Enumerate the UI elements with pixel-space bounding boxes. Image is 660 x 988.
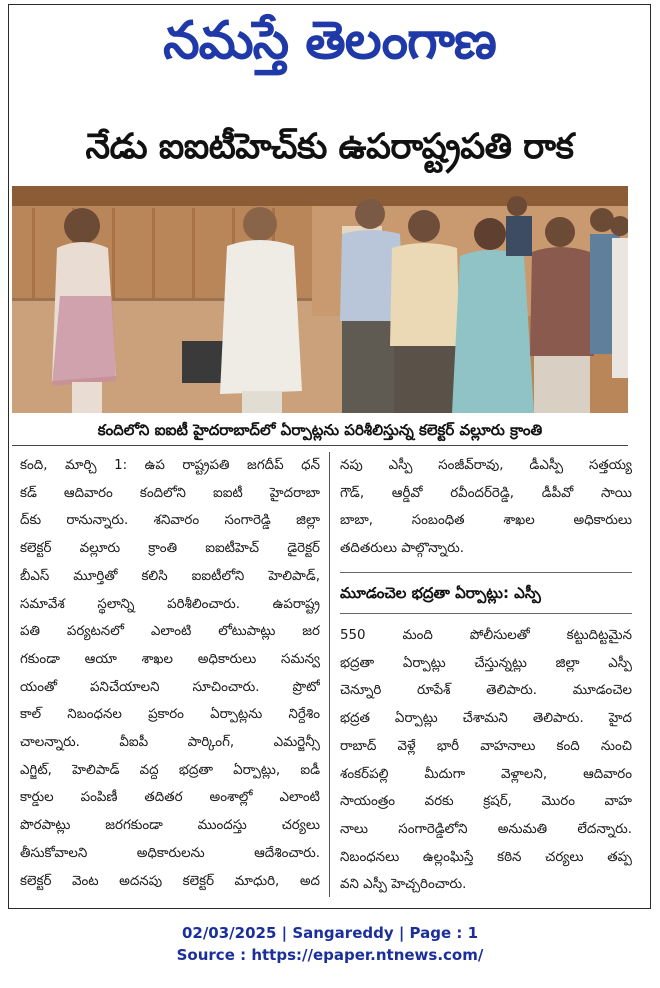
- article-line: బాబా, సంబంధిత శాఖల అధికారులు: [340, 513, 632, 529]
- article-column-right-top: [340, 452, 632, 563]
- article-line: నాలు సంగారెడ్డిలోని అనుమతి లేదన్నారు.: [340, 821, 632, 837]
- article-line: తీసుకోవాలని అధికారులను ఆదేశించారు.: [20, 845, 320, 861]
- article-line: ద్‌కు రానున్నారు. శనివారం సంగారెడ్డి జిల్లా: [20, 513, 320, 529]
- article-line: పొరపాట్లు జరగకుండా ముందస్తు చర్యలు: [20, 818, 320, 834]
- footer: [0, 922, 660, 966]
- news-photo: [12, 186, 628, 413]
- article-line: బీఎస్ మూర్తితో కలిసి ఐఐటీలోని హెలిపాడ్,: [20, 568, 320, 584]
- article-column-right-bottom: [340, 622, 632, 899]
- article-line: సమావేశ స్థలాన్ని పరిశీలించారు. ఉపరాష్ట్ర: [20, 596, 320, 612]
- article-line: ఎగ్జిట్, హెలిపాడ్ వద్ద భద్రతా ఏర్పాట్లు, ఐడీ: [20, 762, 320, 778]
- photo-caption: కందిలోని ఐఐటీ హైదరాబాద్‌లో ఏర్పాట్లను పరిశీలిస్తున్న కలెక్టర్ వల్లూరు క్రాంతి: [12, 415, 628, 446]
- article-line: కార్డుల పంపిణీ తదితర అంశాల్లో ఎలాంటి: [20, 790, 320, 806]
- article-line: నపు ఎస్పీ సంజీవ్‌రావు, డీఎస్పీ సత్తయ్య: [340, 458, 632, 473]
- masthead: నమస్తే తెలంగాణ: [163, 10, 496, 71]
- article-line: పతి పర్యటనలో ఎలాంటి లోటుపాట్లు జర: [20, 624, 320, 640]
- article-subheading: మూడంచెల భద్రతా ఏర్పాట్లు: ఎస్పీ: [340, 572, 632, 614]
- article-line: వని ఎస్పీ హెచ్చరించారు.: [340, 877, 467, 893]
- article-line: 550 మంది పోలీసులతో కట్టుదిట్టమైన: [340, 628, 632, 643]
- article-column-left: [20, 452, 320, 895]
- source-link[interactable]: Source : https://epaper.ntnews.com/: [176, 946, 484, 964]
- article-line: చాలన్నారు. వీఐపీ పార్కింగ్, ఎమర్జెన్సీ: [20, 735, 320, 751]
- article-line: గౌడ్, ఆర్డీవో రవీందర్‌రెడ్డి, డీపీవో సాయి: [340, 485, 632, 501]
- article-line: యంతో పనిచేయాలని సూచించారు. ప్రొటో: [20, 679, 320, 695]
- headline: నేడు ఐఐటీహెచ్‌కు ఉపరాష్ట్రపతి రాక: [85, 127, 574, 167]
- article-line: చెన్నూరి రూపేశ్ తెలిపారు. మూడంచెల: [340, 683, 632, 699]
- article-line: సాయంత్రం వరకు క్రషర్, మొరం వాహ: [340, 794, 632, 810]
- article-line: కలెక్టర్ వల్లూరు క్రాంతి ఐఐటీహెచ్ డైరెక్టర్: [20, 541, 320, 557]
- column-divider: [329, 452, 330, 897]
- article-line: నిబంధనలు ఉల్లంఘిస్తే కఠిన చర్యలు తప్ప: [340, 849, 632, 865]
- article-line: భద్రత ఏర్పాట్లు చేశామని తెలిపారు. హైద: [340, 711, 632, 727]
- photo-illustration: [12, 186, 628, 413]
- article-line: రాబాద్ వెళ్లే భారీ వాహనాలు కంది నుంచి: [340, 738, 632, 754]
- article-line: భద్రతా ఏర్పాట్లు చేస్తున్నట్లు జిల్లా ఎస్పీ: [340, 655, 632, 671]
- article-line: కాల్ నిబంధనల ప్రకారం ఏర్పాట్లను నిర్దేశిం: [20, 707, 320, 723]
- article-line: తదితరులు పాల్గొన్నారు.: [340, 541, 464, 557]
- article-line: శంకర్‌పల్లి మీదుగా వెళ్లాలని, ఆదివారం: [340, 766, 632, 782]
- article-line: కలెక్టర్ వెంట అదనపు కలెక్టర్ మాధురి, అద: [20, 873, 320, 889]
- article-line: గకుండా ఆయా శాఖల అధికారులు సమన్వ: [20, 651, 320, 667]
- article-line: కడ్ ఆదివారం కందిలోని ఐఐటీ హైదరాబా: [20, 485, 320, 501]
- edition-info: 02/03/2025 | Sangareddy | Page : 1: [181, 924, 479, 942]
- article-line: కంది, మార్చి 1: ఉప రాష్ట్రపతి జగదీప్ ధన్: [20, 458, 320, 473]
